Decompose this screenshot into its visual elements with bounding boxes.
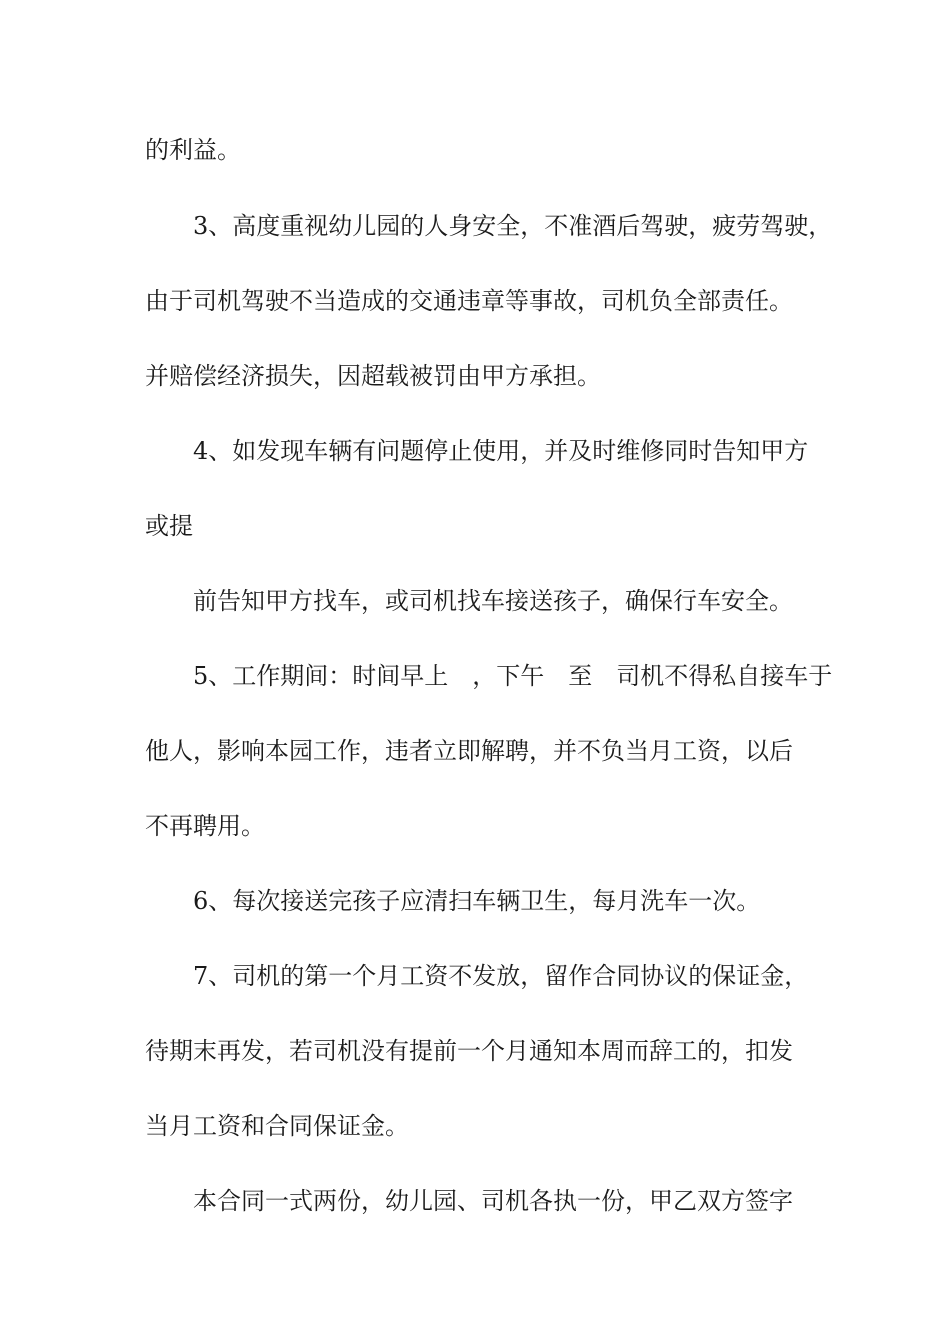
paragraph-line: 7、司机的第一个月工资不发放，留作合同协议的保证金， [193,962,809,990]
paragraph-line: 本合同一式两份，幼儿园、司机各执一份，甲乙双方签字 [193,1187,793,1215]
paragraph-line: 6、每次接送完孩子应清扫车辆卫生，每月洗车一次。 [193,887,761,915]
paragraph-line: 5、工作期间：时间早上 ，下午 至 司机不得私自接车于 [193,662,833,690]
paragraph-line: 待期末再发，若司机没有提前一个月通知本周而辞工的，扣发 [145,1037,793,1065]
paragraph-line: 前告知甲方找车，或司机找车接送孩子，确保行车安全。 [193,587,793,615]
paragraph-line: 的利益。 [145,136,241,164]
paragraph-line: 由于司机驾驶不当造成的交通违章等事故，司机负全部责任。 [145,287,793,315]
paragraph-line: 或提 [145,512,193,540]
paragraph-line: 当月工资和合同保证金。 [145,1112,409,1140]
paragraph-line: 不再聘用。 [145,812,265,840]
paragraph-line: 他人，影响本园工作，违者立即解聘，并不负当月工资，以后 [145,737,793,765]
paragraph-line: 4、如发现车辆有问题停止使用，并及时维修同时告知甲方 [193,437,809,465]
paragraph-line: 并赔偿经济损失，因超载被罚由甲方承担。 [145,362,601,390]
paragraph-line: 3、高度重视幼儿园的人身安全，不准酒后驾驶，疲劳驾驶， [193,212,833,240]
